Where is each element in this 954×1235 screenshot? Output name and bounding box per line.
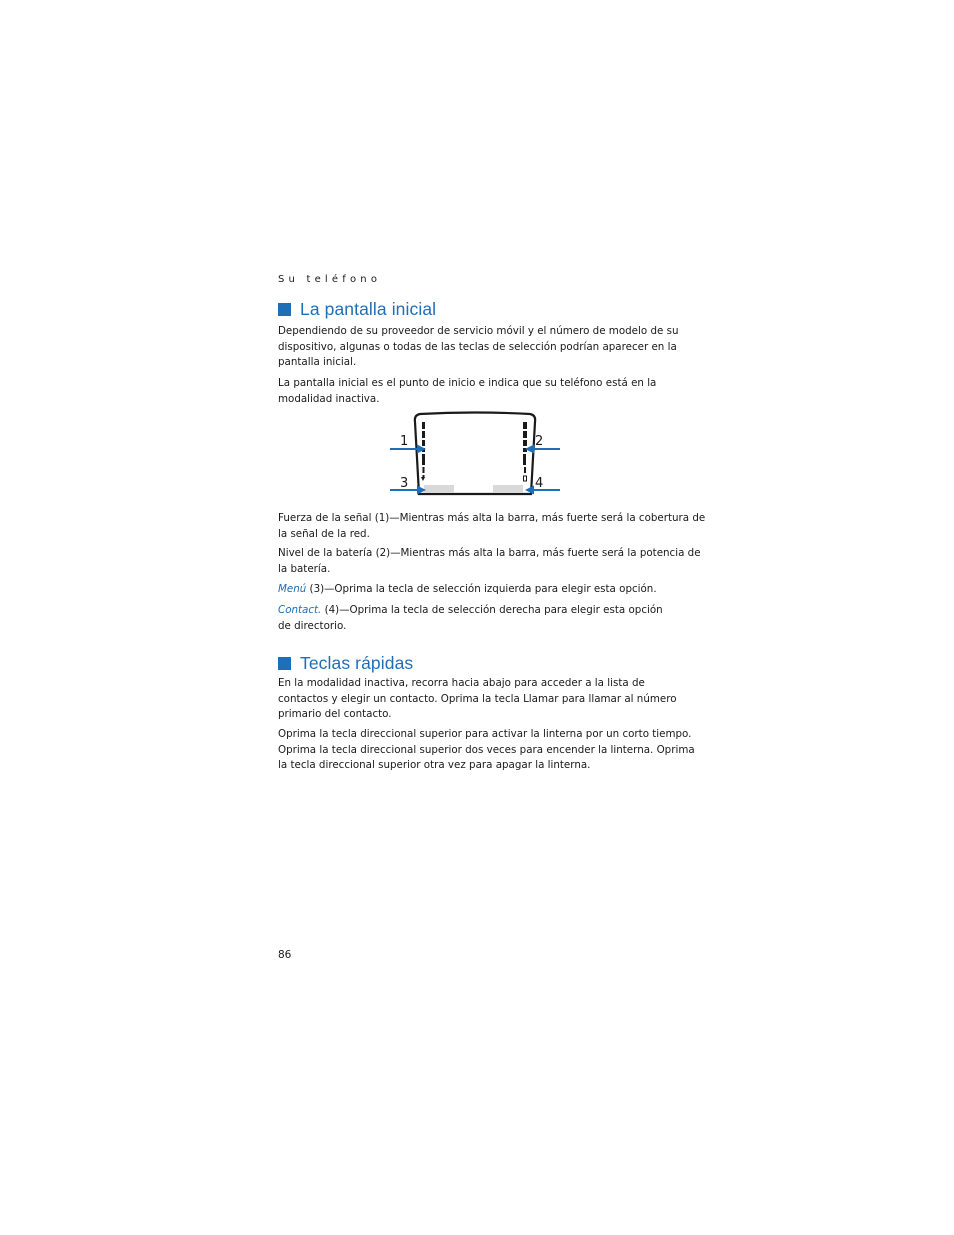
- callout-1: 1: [400, 434, 409, 449]
- paragraph-intro: Dependiendo de su proveedor de servicio móvil y el número de modelo de su dispositivo, algunas o todas de las teclas de selección podrían aparecer en la pantalla inicial.: [278, 325, 679, 369]
- paragraph-inactive-mode: La pantalla inicial es el punto de inicio e indica que su teléfono está en la modalidad inactiva.: [278, 377, 657, 405]
- paragraph-menu-key: Menú (3)—Oprima la tecla de selección izquierda para elegir esta opción.: [278, 583, 657, 595]
- section-title: La pantalla inicial: [300, 299, 437, 319]
- home-screen-figure: [390, 410, 560, 500]
- right-softkey-bar: [493, 485, 523, 493]
- section-title: Teclas rápidas: [300, 653, 414, 673]
- paragraph-contacts-shortcut: En la modalidad inactiva, recorra hacia abajo para acceder a la lista de contactos y elegir un contacto. Oprima la tecla Llamar para llamar al número primario del contacto.: [278, 677, 677, 721]
- callout-3: 3: [400, 476, 409, 491]
- heading-square-icon: [278, 657, 291, 670]
- section-heading-teclas-rapidas: [278, 653, 413, 674]
- paragraph-flashlight: Oprima la tecla direccional superior para activar la linterna por un corto tiempo. Oprima la tecla direccional superior dos veces para encender la linterna. Oprima la tecla direccional superior otra vez para apagar la linterna.: [278, 728, 695, 772]
- paragraph-battery-level: Nivel de la batería (2)—Mientras más alta la barra, más fuerte será la potencia de la batería.: [278, 547, 701, 575]
- callout-2: 2: [535, 434, 544, 449]
- callout-4: 4: [535, 476, 544, 491]
- contacts-term: Contact.: [278, 604, 322, 616]
- home-screen-diagram: [390, 410, 560, 500]
- section-heading-pantalla-inicial: [278, 299, 436, 320]
- paragraph-contacts-key: Contact. (4)—Oprima la tecla de selección derecha para elegir esta opción de directorio.: [278, 604, 663, 632]
- battery-level-icon: [523, 422, 527, 481]
- signal-strength-icon: [421, 422, 425, 481]
- menu-term: Menú: [278, 583, 307, 595]
- paragraph-signal-strength: Fuerza de la señal (1)—Mientras más alta la barra, más fuerte será la cobertura de la señal de la red.: [278, 512, 706, 540]
- screen-frame: [415, 413, 535, 495]
- running-header: Su teléfono: [278, 274, 382, 285]
- page-number: 86: [278, 949, 292, 961]
- left-softkey-bar: [424, 485, 454, 493]
- heading-square-icon: [278, 303, 291, 316]
